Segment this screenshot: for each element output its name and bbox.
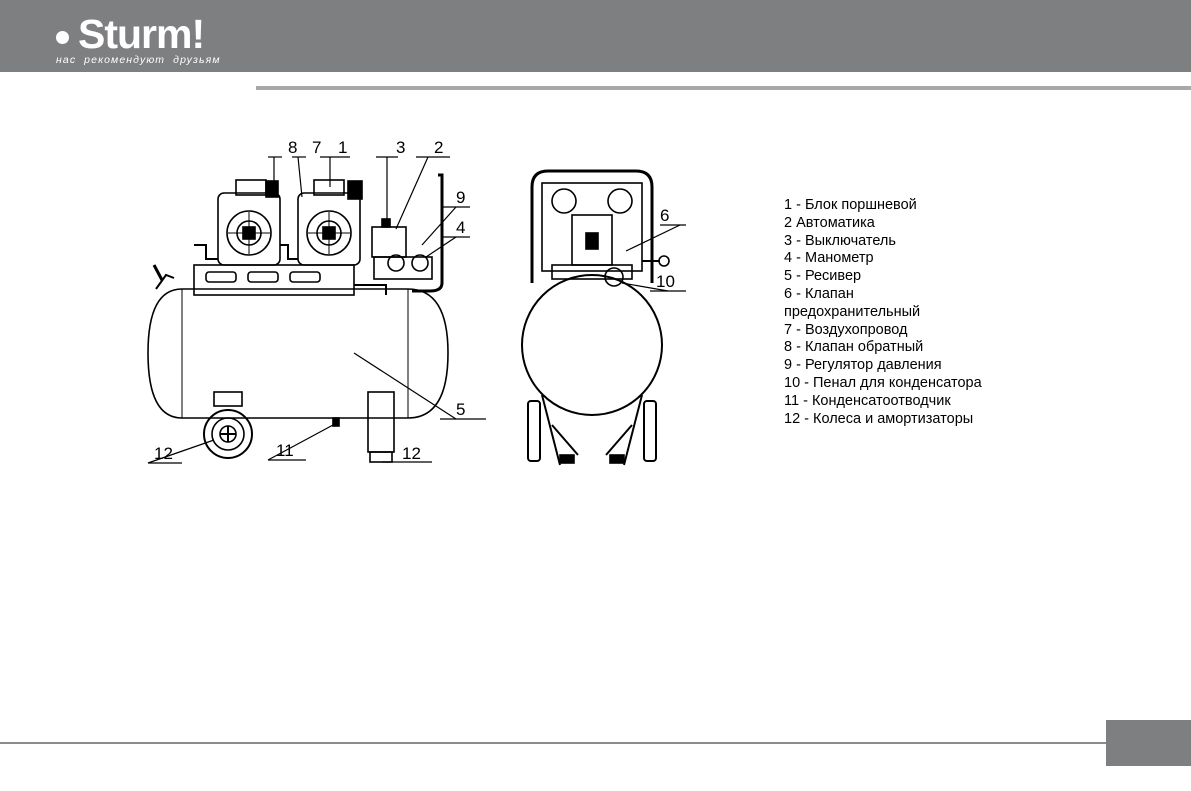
header-rule (256, 86, 1191, 90)
legend-item: 1 - Блок поршневой (784, 197, 917, 213)
callout-11: 11 (276, 441, 294, 460)
callout-9: 9 (456, 188, 466, 207)
brand-tagline: нас рекомендуют друзьям (56, 54, 221, 66)
legend-item: 3 - Выключатель (784, 232, 896, 249)
callout-7: 7 (312, 138, 322, 157)
callout-12-wheel: 12 (154, 444, 173, 463)
page-header (0, 0, 1191, 72)
legend-item: 12 - Колеса и амортизаторы (784, 410, 974, 427)
legend-item: 2 Автоматика (784, 214, 875, 231)
brand-name: Sturm! (78, 11, 205, 57)
legend-item: 11 - Конденсатоотводчик (784, 392, 951, 409)
callout-2: 2 (434, 138, 444, 157)
legend-item: 10 - Пенал для конденсатора (784, 374, 982, 391)
page-number-box (1106, 720, 1191, 766)
logo-dot-icon (56, 31, 69, 44)
footer-rule (0, 742, 1108, 744)
compressor-diagram (140, 135, 700, 480)
parts-legend (784, 197, 1044, 428)
legend-item: 6 - Клапан предохранительный (784, 285, 921, 320)
legend-item: 5 - Ресивер (784, 268, 862, 285)
legend-item: 8 - Клапан обратный (784, 339, 924, 356)
callout-10: 10 (656, 272, 675, 291)
callout-8: 8 (288, 138, 298, 157)
callout-4: 4 (456, 218, 466, 237)
callout-12-foot: 12 (402, 444, 421, 463)
receiver-front (522, 275, 662, 415)
callout-6: 6 (660, 206, 670, 225)
callout-3: 3 (396, 138, 406, 157)
callout-5: 5 (456, 400, 466, 419)
receiver-tank (148, 289, 448, 418)
callout-1: 1 (338, 138, 348, 157)
legend-item: 7 - Воздухопровод (784, 321, 908, 338)
legend-item: 4 - Манометр (784, 250, 874, 267)
legend-item: 9 - Регулятор давления (784, 357, 942, 374)
